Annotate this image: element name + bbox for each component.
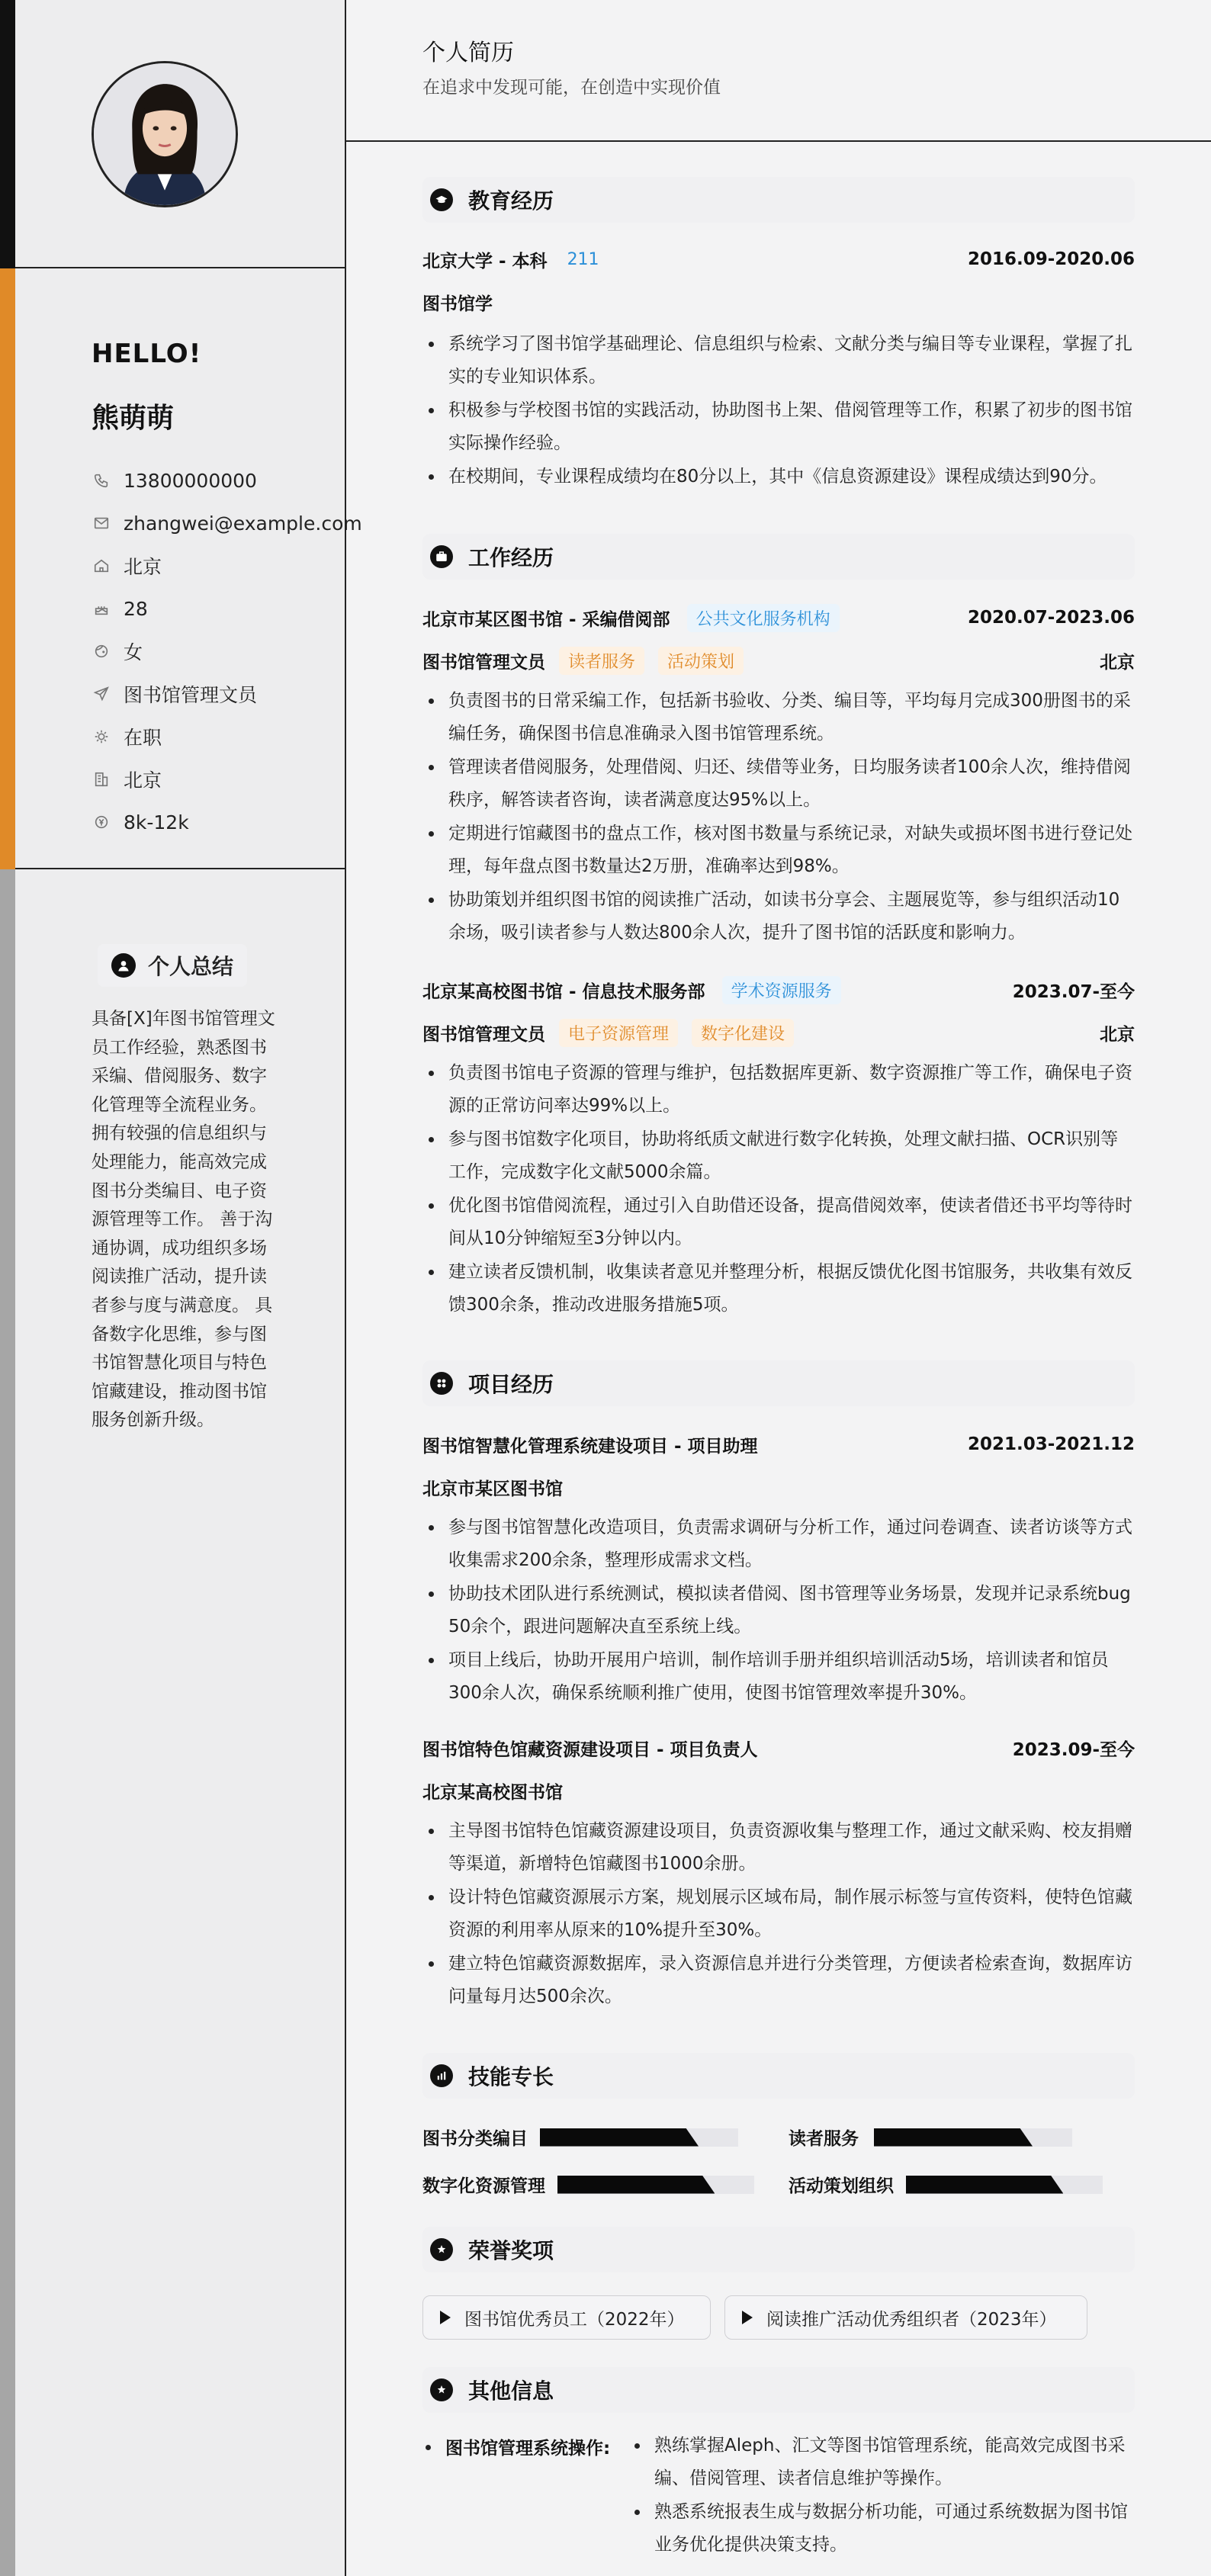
project-2-header [422, 1733, 1135, 1763]
list-item: 负责图书的日常采编工作，包括新书验收、分类、编目等，平均每月完成300册图书的采编任务，确保图书信息准确录入图书馆管理系统。 [422, 685, 1135, 750]
play-icon [440, 2311, 451, 2324]
skill-name: 数字化资源管理 [422, 2176, 545, 2196]
honor-item [422, 2295, 711, 2340]
accent-stripe [0, 0, 15, 2576]
projects-title: 项目经历 [468, 1372, 554, 1397]
list-item: 协助策划并组织图书馆的阅读推广活动，如读书分享会、主题展览等，参与组织活动10余场，吸引读者参与人数达800余人次，提升了图书馆的活跃度和影响力。 [422, 884, 1135, 949]
projects-heading [422, 1360, 1135, 1406]
major-name: 图书馆学 [422, 294, 493, 314]
other-key: 图书馆管理系统操作: [422, 2434, 610, 2459]
project-org: 北京市某区图书馆 [422, 1479, 563, 1499]
page-title: 个人简历 [422, 40, 514, 66]
salary-value: 8k-12k [124, 811, 189, 834]
job-city: 北京 [1100, 652, 1135, 673]
summary-heading [98, 944, 247, 987]
divider [15, 868, 346, 869]
project-name: 图书馆特色馆藏资源建设项目 - 项目负责人 [422, 1739, 758, 1760]
education-date: 2016.09-2020.06 [967, 249, 1135, 269]
position-row [92, 673, 362, 715]
skill-tag: 数字化建设 [692, 1019, 794, 1047]
list-item: 优化图书馆借阅流程，通过引入自助借还设备，提高借阅效率，使读者借还书平均等待时间从10分钟缩短至3分钟以内。 [422, 1190, 1135, 1255]
honors-heading [422, 2227, 1135, 2272]
list-item: 主导图书馆特色馆藏资源建设项目，负责资源收集与整理工作，通过文献采购、校友捐赠等渠道，新增特色馆藏图书1000余册。 [422, 1815, 1135, 1881]
gender-value: 女 [124, 641, 143, 663]
job-date: 2023.07-至今 [1012, 981, 1135, 1002]
job-1-list [422, 685, 1135, 950]
phone-value: 13800000000 [124, 469, 257, 492]
skill-name: 活动策划组织 [789, 2176, 894, 2196]
skill-bar [557, 2176, 754, 2194]
location-value: 北京 [124, 556, 162, 578]
other-heading [422, 2367, 1135, 2413]
email-value: zhangwei@example.com [124, 512, 362, 535]
skill-bar [540, 2128, 738, 2147]
major-row [422, 287, 1135, 317]
header-divider [346, 140, 1211, 142]
list-item: 管理读者借阅服务，处理借阅、归还、续借等业务，日均服务读者100余人次，维持借阅秩序，解答读者咨询，读者满意度达95%以上。 [422, 751, 1135, 817]
play-icon [742, 2311, 753, 2324]
job-role: 图书馆管理文员 [422, 652, 545, 673]
skill-tag: 读者服务 [559, 647, 644, 675]
skill-bar-fill [557, 2176, 715, 2194]
skills-heading [422, 2053, 1135, 2099]
project-date: 2023.09-至今 [1012, 1739, 1135, 1760]
honor-text: 阅读推广活动优秀组织者（2023年） [766, 2309, 1057, 2330]
status-icon [92, 727, 111, 747]
stripe-gray [0, 869, 15, 2576]
skill-name: 图书分类编目 [422, 2129, 528, 2149]
project-org: 北京某高校图书馆 [422, 1782, 563, 1803]
project-name: 图书馆智慧化管理系统建设项目 - 项目助理 [422, 1436, 758, 1457]
avatar [92, 61, 238, 207]
cake-icon [92, 599, 111, 618]
school-name: 北京大学 - 本科 [422, 251, 548, 271]
list-item: 参与图书馆数字化项目，协助将纸质文献进行数字化转换，处理文献扫描、OCR识别等工作，完成数字化文献5000余篇。 [422, 1123, 1135, 1189]
stripe-orange [0, 268, 15, 869]
mail-icon [92, 513, 111, 533]
job-2-list [422, 1057, 1135, 1322]
school-tag: 211 [567, 249, 599, 269]
education-heading [422, 177, 1135, 223]
work-heading [422, 534, 1135, 580]
stripe-black [0, 0, 15, 268]
divider [15, 267, 346, 268]
award-icon [430, 2378, 453, 2401]
skill-item [789, 2125, 1072, 2150]
page-subtitle: 在追求中发现可能，在创造中实现价值 [422, 78, 721, 98]
job-1-header [422, 602, 1135, 633]
job-1-role [422, 645, 1135, 676]
list-item: 参与图书馆智慧化改造项目，负责需求调研与分析工作，通过问卷调查、读者访谈等方式收集需求200余条，整理形成需求文档。 [422, 1511, 1135, 1577]
status-row [92, 715, 362, 758]
skill-tag: 活动策划 [658, 647, 744, 675]
position-value: 图书馆管理文员 [124, 684, 258, 706]
list-item: 协助技术团队进行系统测试，模拟读者借阅、图书管理等业务场景，发现并记录系统bug 50余个，跟进问题解决直至系统上线。 [422, 1578, 1135, 1643]
summary-title: 个人总结 [148, 954, 234, 979]
job-2-role [422, 1017, 1135, 1048]
skill-bar [874, 2128, 1072, 2147]
city-row [92, 758, 362, 801]
email-row [92, 502, 362, 544]
project-1-list [422, 1511, 1135, 1710]
grid-icon [430, 1372, 453, 1395]
job-city: 北京 [1100, 1024, 1135, 1045]
education-title: 教育经历 [468, 188, 554, 214]
hello-greeting: HELLO! [92, 339, 202, 369]
person-name: 熊萌萌 [92, 403, 175, 434]
phone-icon [92, 471, 111, 490]
list-item: 在校期间，专业课程成绩均在80分以上，其中《信息资源建设》课程成绩达到90分。 [422, 461, 1135, 493]
job-2-header [422, 975, 1135, 1005]
skill-item [789, 2172, 1103, 2197]
list-item: 负责图书馆电子资源的管理与维护，包括数据库更新、数字资源推广等工作，确保电子资源的正常访问率达99%以上。 [422, 1057, 1135, 1123]
main-content [346, 0, 1211, 2576]
face-icon [92, 641, 111, 661]
age-row [92, 587, 362, 630]
list-item: 积极参与学校图书馆的实践活动，协助图书上架、借阅管理等工作，积累了初步的图书馆实际操作经验。 [422, 394, 1135, 460]
status-value: 在职 [124, 727, 162, 749]
skill-bar-fill [540, 2128, 699, 2147]
job-role: 图书馆管理文员 [422, 1024, 545, 1045]
contact-info [92, 459, 362, 843]
education-row [422, 244, 1135, 275]
project-1-header [422, 1429, 1135, 1460]
job-company: 北京市某区图书馆 - 采编借阅部 [422, 609, 670, 630]
list-item: 建立读者反馈机制，收集读者意见并整理分析，根据反馈优化图书馆服务，共收集有效反馈300余条，推动改进服务措施5项。 [422, 1256, 1135, 1322]
city-value: 北京 [124, 769, 162, 792]
skill-tag: 电子资源管理 [559, 1019, 678, 1047]
honor-item [724, 2295, 1087, 2340]
summary-text: 具备[X]年图书馆管理文员工作经验，熟悉图书采编、借阅服务、数字化管理等全流程业务。 拥有较强的信息组织与处理能力，能高效完成图书分类编目、电子资源管理等工作。 善于沟通协调，成功组织多场阅读推广活动，提升读者参与度与满意度。 具备数字化思维，参与图书馆智慧化项目与特色馆藏建设，推动图书馆服务创新升级。 [92, 1009, 275, 1431]
age-value: 28 [124, 597, 148, 620]
job-company: 北京某高校图书馆 - 信息技术服务部 [422, 981, 705, 1002]
project-2-org [422, 1775, 1135, 1806]
building-icon [92, 769, 111, 789]
project-date: 2021.03-2021.12 [967, 1434, 1135, 1454]
list-item: 建立特色馆藏资源数据库，录入资源信息并进行分类管理，方便读者检索查询，数据库访问量每月达500余次。 [422, 1948, 1135, 2013]
skill-bar-fill [906, 2176, 1063, 2194]
honor-text: 图书馆优秀员工（2022年） [464, 2309, 685, 2330]
education-list [422, 328, 1135, 494]
honors-title: 荣誉奖项 [468, 2238, 554, 2263]
gender-row [92, 630, 362, 673]
project-1-org [422, 1472, 1135, 1502]
skill-item [422, 2125, 738, 2150]
location-row [92, 544, 362, 587]
home-icon [92, 556, 111, 576]
skill-bar-fill [874, 2128, 1033, 2147]
job-tag: 公共文化服务机构 [687, 604, 840, 632]
skill-bar [906, 2176, 1103, 2194]
other-title: 其他信息 [468, 2378, 554, 2404]
other-list [628, 2430, 1135, 2562]
bar-chart-icon [430, 2064, 453, 2087]
list-item: 设计特色馆藏资源展示方案，规划展示区域布局，制作展示标签与宣传资料，使特色馆藏资源的利用率从原来的10%提升至30%。 [422, 1881, 1135, 1947]
send-icon [92, 684, 111, 704]
list-item: 项目上线后，协助开展用户培训，制作培训手册并组织培训活动5场，培训读者和馆员300余人次，确保系统顺利推广使用，使图书馆管理效率提升30%。 [422, 1644, 1135, 1710]
phone-row [92, 459, 362, 502]
skills-title: 技能专长 [468, 2064, 554, 2089]
graduation-cap-icon [430, 188, 453, 211]
list-item: 定期进行馆藏图书的盘点工作，核对图书数量与系统记录，对缺失或损坏图书进行登记处理，每年盘点图书数量达2万册，准确率达到98%。 [422, 817, 1135, 883]
person-icon [111, 953, 136, 978]
award-icon [430, 2238, 453, 2261]
job-date: 2020.07-2023.06 [967, 608, 1135, 628]
work-title: 工作经历 [468, 545, 554, 570]
list-item: 熟悉系统报表生成与数据分析功能，可通过系统数据为图书馆业务优化提供决策支持。 [628, 2496, 1135, 2562]
list-item: 系统学习了图书馆学基础理论、信息组织与检索、文献分类与编目等专业课程，掌握了扎实的专业知识体系。 [422, 328, 1135, 393]
salary-row [92, 801, 362, 843]
list-item: 熟练掌握Aleph、汇文等图书馆管理系统，能高效完成图书采编、借阅管理、读者信息维护等操作。 [628, 2430, 1135, 2495]
coin-icon [92, 812, 111, 832]
sidebar [15, 0, 362, 2576]
project-2-list [422, 1815, 1135, 2014]
skill-item [422, 2172, 754, 2197]
briefcase-icon [430, 545, 453, 568]
job-tag: 学术资源服务 [722, 976, 841, 1004]
skill-name: 读者服务 [789, 2129, 859, 2149]
